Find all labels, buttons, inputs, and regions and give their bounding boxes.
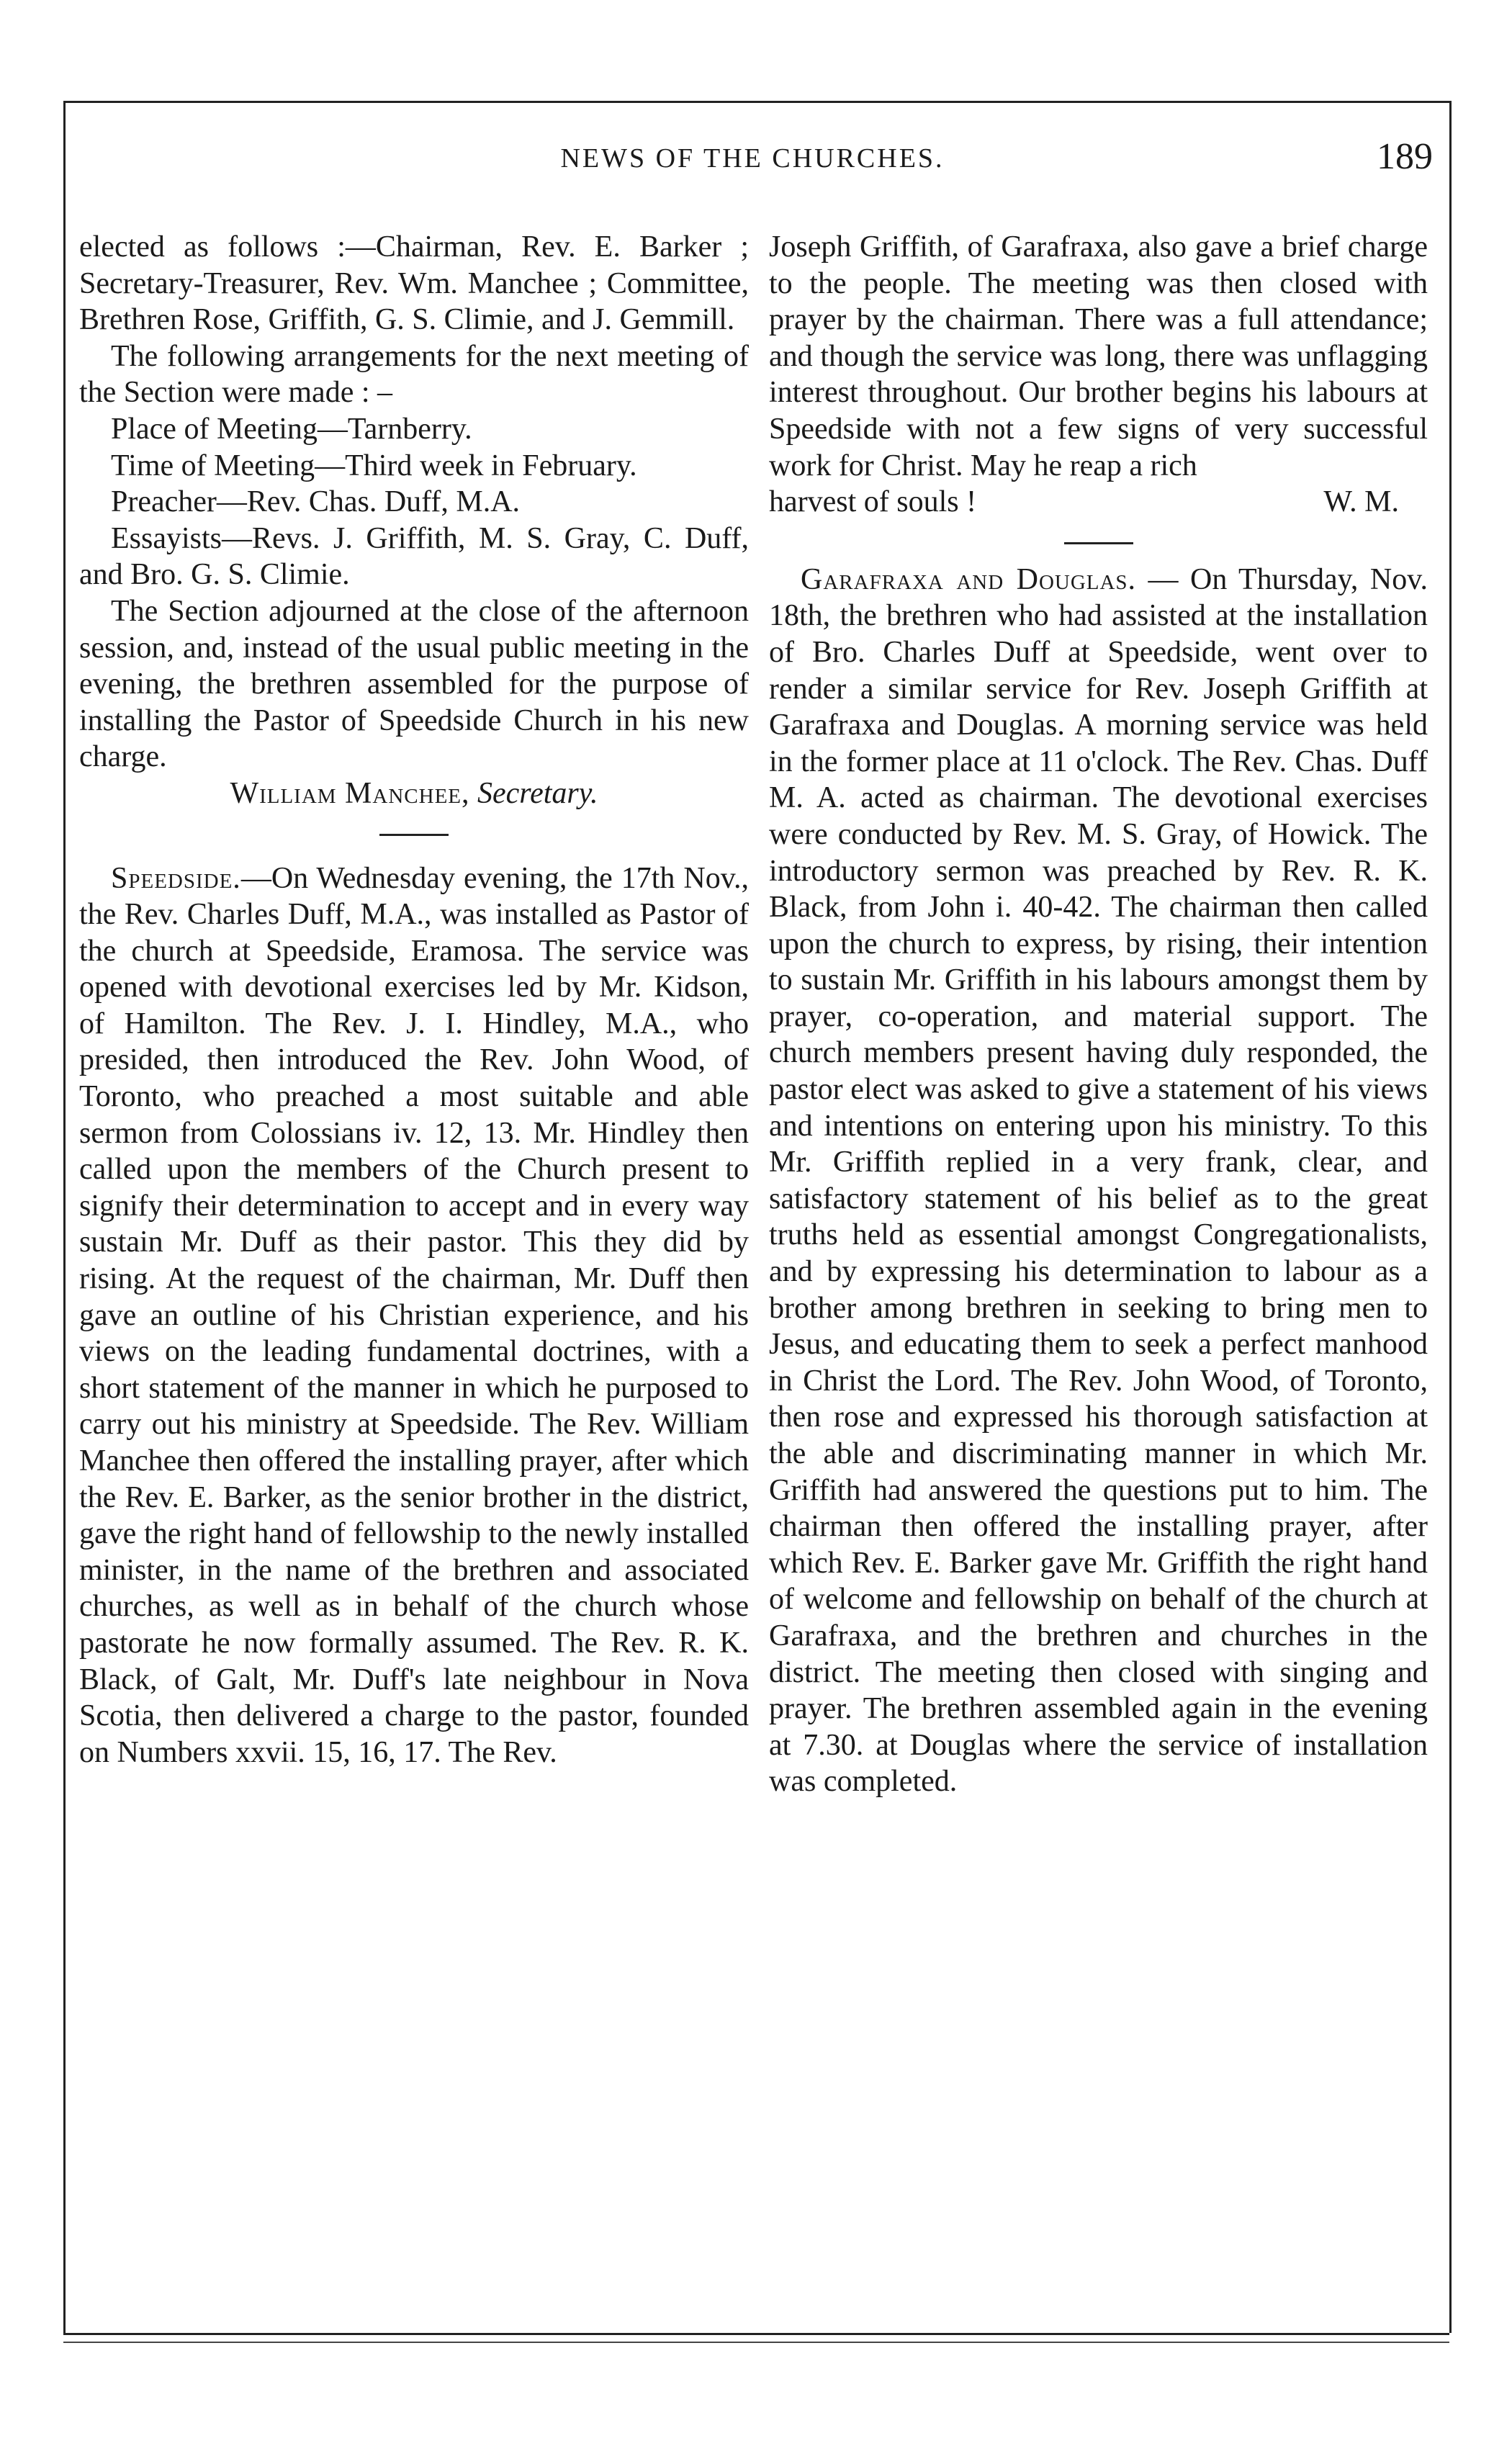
author-initials: W. M. <box>1323 485 1399 519</box>
paragraph-place-of-meeting: Place of Meeting—Tarnberry. <box>111 412 472 446</box>
paragraph-adjourned: The Section adjourned at the close of the afternoon session, and, instead of the usual public meeting in the evening, the brethren assembled for the purpose of installing the Pastor of Speedside Church in his new charge. <box>79 594 749 774</box>
paragraph-officers: elected as follows :—Chairman, Rev. E. Barker ; Secretary-Treasurer, Rev. Wm. Manchee ; Committee, Brethren Rose, Griffith, G. S. Climie, and J. Gemmill. <box>79 230 749 337</box>
left-column <box>79 229 749 2317</box>
article-text-garafraxa: — On Thursday, Nov. 18th, the brethren who had assisted at the installation of Bro. Charles Duff at Speedside, went over to render a similar service for Rev. Joseph Griffith at Garafraxa and Douglas. A morning service was held in the former place at 11 o'clock. The Rev. Chas. Duff M. A. acted as chairman. The devotional exercises were conducted by Rev. M. S. Gray, of Howick. The introductory sermon was preached by Rev. R. K. Black, from John i. 40-42. The chairman then called upon the church to express, by rising, their intention to sustain Mr. Griffith in his labours amongst them by prayer, co-operation, and material support. The church members present having duly responded, the pastor elect was asked to give a statement of his views and intentions on entering upon his ministry. To this Mr. Griffith replied in a very frank, clear, and satisfactory statement of his belief as to the great truths held as essential amongst Congregationalists, and by expressing his determination to labour as a brother among brethren in seeking to bring men to Jesus, and educating them to seek a perfect manhood in Christ the Lord. The Rev. John Wood, of Toronto, then rose and expressed his thorough satisfaction at the able and discriminating manner in which Mr. Griffith had answered the questions put to him. The chairman then offered the installing prayer, after which Rev. E. Barker gave Mr. Griffith the right hand of welcome and fellowship on behalf of the church at Garafraxa, and the brethren and churches in the district. The meeting then closed with singing and prayer. The brethren assembled again in the evening at 7.30. at Douglas where the service of installation was completed. <box>769 562 1428 1799</box>
right-column <box>769 229 1428 2317</box>
signature-title: Secretary. <box>477 776 598 810</box>
page-frame-bottom-rule-inner <box>63 2342 1449 2343</box>
paragraph-arrangements: The following arrangements for the next meeting of the Section were made : – <box>79 339 749 410</box>
running-head: NEWS OF THE CHURCHES. <box>560 143 945 174</box>
harvest-text: harvest of souls ! <box>769 485 977 519</box>
article-heading-garafraxa: Garafraxa and Douglas. <box>801 562 1137 596</box>
page-number: 189 <box>1377 136 1433 177</box>
article-garafraxa <box>769 562 1428 1800</box>
article-heading-speedside: Speedside. <box>111 861 241 895</box>
paragraph-harvest-line <box>769 484 1428 521</box>
page-frame-bottom-rule <box>63 2333 1449 2335</box>
signature-name: William Manchee, <box>230 776 470 810</box>
page-header <box>72 135 1433 186</box>
article-speedside <box>79 860 749 1771</box>
paragraph-griffith-charge: Joseph Griffith, of Garafraxa, also gave a brief charge to the people. The meeting was then closed with prayer by the chairman. There was a full attendance; and though the service was long, there was unflagging interest throughout. Our brother begins his labours at Speedside with not a few signs of very successful work for Christ. May he reap a rich <box>769 230 1428 482</box>
article-text-speedside: —On Wednesday evening, the 17th Nov., the Rev. Charles Duff, M.A., was installed as Pastor of the church at Speedside, Eramosa. The service was opened with devotional exercises led by Mr. Kidson, of Hamilton. The Rev. J. I. Hindley, M.A., who presided, then introduced the Rev. John Wood, of Toronto, who preached a most suitable and able sermon from Colossians iv. 12, 13. Mr. Hindley then called upon the members of the Church present to signify their determination to accept and in every way sustain Mr. Duff as their pastor. This they did by rising. At the request of the chairman, Mr. Duff then gave an outline of his Christian experience, and his views on the leading fundamental doctrines, with a short statement of the manner in which he purposed to carry out his ministry at Speedside. The Rev. William Manchee then offered the installing prayer, after which the Rev. E. Barker, as the senior brother in the district, gave the right hand of fellowship to the newly installed minister, in the name of the brethren and associated churches, as well as in behalf of the church whose pastorate he now formally assumed. The Rev. R. K. Black, of Galt, Mr. Duff's late neighbour in Nova Scotia, then delivered a charge to the pastor, founded on Numbers xxvii. 15, 16, 17. The Rev. <box>79 861 749 1769</box>
paragraph-preacher: Preacher—Rev. Chas. Duff, M.A. <box>111 485 521 519</box>
section-divider-right <box>1064 542 1133 544</box>
paragraph-essayists: Essayists—Revs. J. Griffith, M. S. Gray, C. Duff, and Bro. G. S. Climie. <box>79 521 749 592</box>
paragraph-time-of-meeting: Time of Meeting—Third week in February. <box>111 449 637 482</box>
section-divider <box>379 834 449 836</box>
signature-block <box>79 775 749 812</box>
